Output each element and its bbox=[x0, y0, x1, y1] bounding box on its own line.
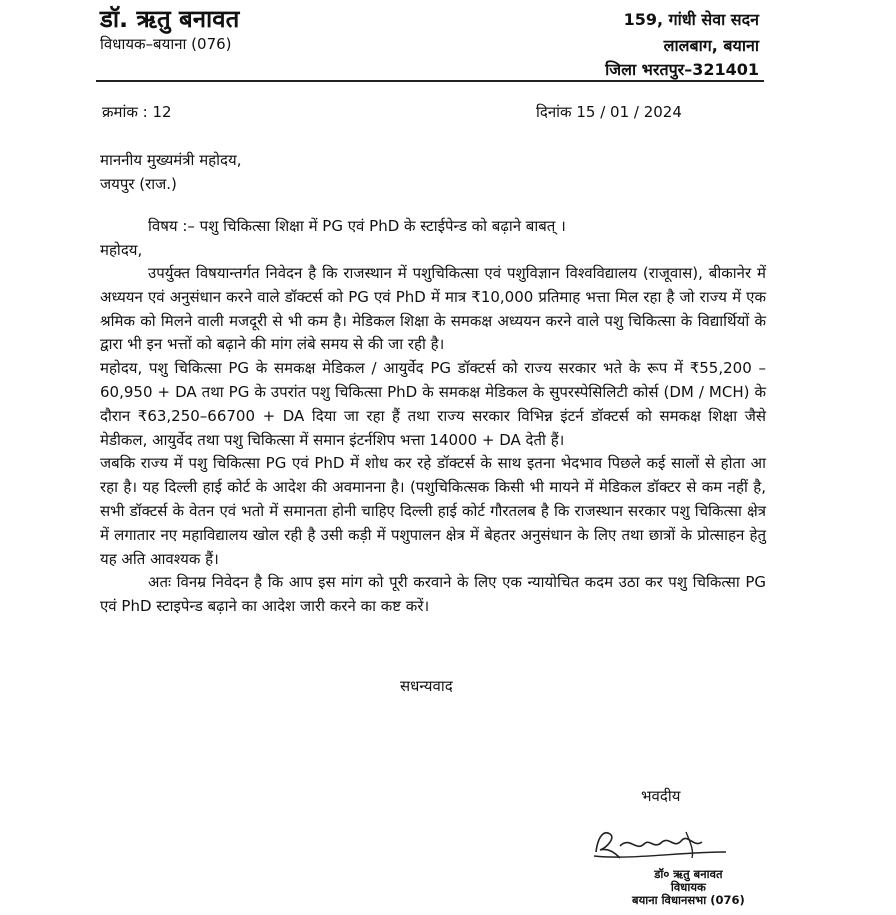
thanks-line: सधन्यवाद bbox=[400, 677, 453, 695]
handwritten-signature bbox=[590, 822, 730, 866]
subject-line: विषय :– पशु चिकित्सा शिक्षा में PG एवं PhD के स्टाईपेन्ड को बढ़ाने बाबत् । bbox=[148, 217, 566, 235]
letter-body bbox=[100, 262, 766, 619]
body-paragraph-2: महोदय, पशु चिकित्सा PG के समकक्ष मेडिकल / आयुर्वेद PG डॉक्टर्स को राज्य सरकार भते के रूप में ₹55,200 – 60,950 + DA तथा PG के उपरांत पशु चिकित्सा PhD के समकक्ष मेडिकल के सुपरस्पेसिलिटी कोर्स (DM / MCH) के दौरान ₹63,250–66700 + DA दिया जा रहा हैं तथा राज्य सरकार विभिन्न इंटर्न डॉक्टर्स को समकक्ष शिक्षा जैसे मेडीकल, आयुर्वेद तथा पशु चिकित्सा में समान इंटर्नशिप भत्ता 14000 + DA देती हैं। bbox=[100, 359, 766, 449]
reference-number: क्रमांक : 12 bbox=[102, 103, 172, 121]
letterhead-constituency: विधायक–बयाना (076) bbox=[100, 35, 232, 53]
addressee-line2: जयपुर (राज.) bbox=[100, 175, 177, 193]
body-paragraph-3: जबकि राज्य में पशु चिकित्सा PG एवं PhD में शोध कर रहे डॉक्टर्स के साथ इतना भेदभाव पिछले कई सालों से होता आ रहा है। यह दिल्ली हाई कोर्ट के आदेश की अवमानना है। (पशुचिकित्सक किसी भी मायने में मेडिकल डॉक्टर से कम नहीं है, सभी डॉक्टर्स के वेतन एवं भतो में समानता होनी चाहिए दिल्ली हाई कोर्ट गौरतलब है कि राजस्थान सरकार पशु चिकित्सा क्षेत्र में लगातार नए महाविद्यालय खोल रही है उसी कड़ी में पशुपालन क्षेत्र में बेहतर अनुसंधान के लिए तथा छात्रों के प्रोत्साहन हेतु यह अति आवश्यक हैं। bbox=[100, 454, 766, 568]
body-paragraph-1: उपर्युक्त विषयान्तर्गत निवेदन है कि राजस्थान में पशुचिकित्सा एवं पशुविज्ञान विश्वविद्यालय (राजूवास), बीकानेर में अध्ययन एवं अनुसंधान करने वाले डॉक्टर्स को PG एवं PhD में मात्र ₹10,000 प्रतिमाह भत्ता मिल रहा है जो राज्य में एक श्रमिक को मिलने वाली मजदूरी से भी कम है। मेडिकल शिक्षा के समकक्ष अध्ययन करने वाले पशु चिकित्सा के विद्यार्थियों के द्वारा भी इन भत्तों को बढ़ाने की मांग लंबे समय से की जा रही है। bbox=[100, 264, 766, 354]
salutation: महोदय, bbox=[100, 241, 143, 259]
letterhead-address-line3: जिला भरतपुर–321401 bbox=[605, 60, 759, 79]
closing-line: भवदीय bbox=[641, 787, 681, 805]
letterhead-address-line2: लालबाग, बयाना bbox=[663, 36, 759, 55]
stamp-name: डॉ० ऋतु बनावत bbox=[654, 867, 723, 881]
body-paragraph-4: अतः विनम्र निवेदन है कि आप इस मांग को पूरी करवाने के लिए एक न्यायोचित कदम उठा कर पशु चिकित्सा PG एवं PhD स्टाइपेन्ड बढ़ाने का आदेश जारी करने का कष्ट करें। bbox=[100, 573, 766, 616]
addressee-line1: माननीय मुख्यमंत्री महोदय, bbox=[100, 151, 242, 169]
signature-stamp bbox=[632, 868, 745, 907]
letter-date: दिनांक 15 / 01 / 2024 bbox=[536, 103, 682, 121]
letterhead-address-line1: 159, गांधी सेवा सदन bbox=[623, 10, 759, 29]
addressee bbox=[100, 148, 241, 196]
stamp-title: विधायक bbox=[670, 880, 706, 894]
stamp-constituency: बयाना विधानसभा (076) bbox=[632, 893, 745, 907]
letterhead-name: डॉ. ऋतु बनावत bbox=[100, 5, 240, 33]
letterhead-divider bbox=[96, 80, 764, 82]
